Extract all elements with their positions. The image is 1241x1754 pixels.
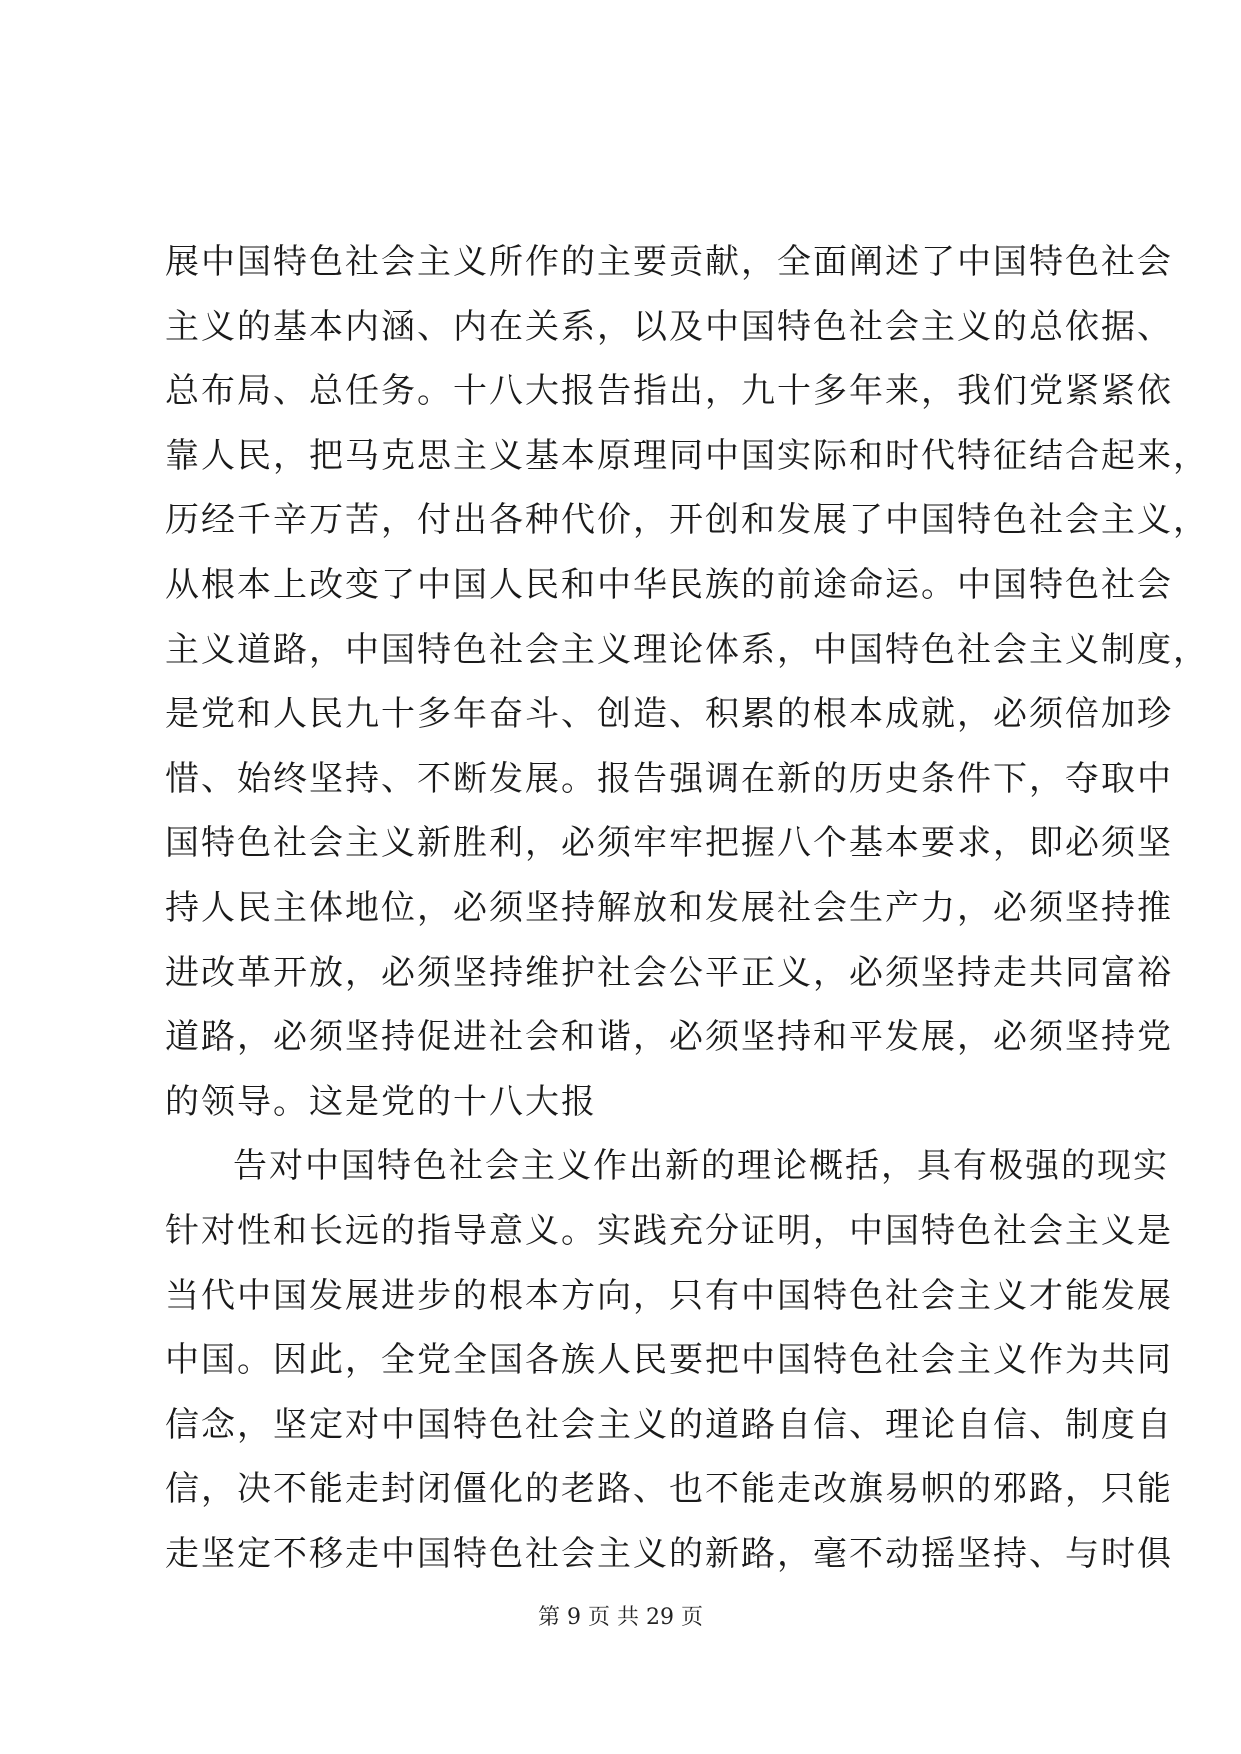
text-line: 国特色社会主义新胜利，必须牢牢把握八个基本要求，即必须坚 [165, 823, 1173, 864]
text-line: 道路，必须坚持促进社会和谐，必须坚持和平发展，必须坚持党 [165, 1017, 1173, 1058]
text-line: 走坚定不移走中国特色社会主义的新路，毫不动摇坚持、与时俱 [165, 1533, 1173, 1574]
text-line: 持人民主体地位，必须坚持解放和发展社会生产力，必须坚持推 [165, 887, 1173, 928]
text-line: 从根本上改变了中国人民和中华民族的前途命运。中国特色社会 [165, 564, 1173, 605]
text-line: 信，决不能走封闭僵化的老路、也不能走改旗易帜的邪路，只能 [165, 1469, 1173, 1510]
text-line: 的领导。这是党的十八大报 [165, 1081, 597, 1122]
text-line: 展中国特色社会主义所作的主要贡献，全面阐述了中国特色社会 [165, 242, 1173, 282]
text-line: 信念，坚定对中国特色社会主义的道路自信、理论自信、制度自 [165, 1404, 1173, 1445]
body-text [165, 230, 1209, 1586]
text-line: 是党和人民九十多年奋斗、创造、积累的根本成就，必须倍加珍 [165, 694, 1173, 735]
text-line: 历经千辛万苦，付出各种代价，开创和发展了中国特色社会主义， [165, 500, 1209, 541]
text-line: 针对性和长远的指导意义。实践充分证明，中国特色社会主义是 [165, 1210, 1173, 1251]
text-line: 总布局、总任务。十八大报告指出，九十多年来，我们党紧紧依 [165, 371, 1173, 412]
text-line: 中国。因此，全党全国各族人民要把中国特色社会主义作为共同 [165, 1340, 1173, 1381]
text-line: 惜、始终坚持、不断发展。报告强调在新的历史条件下，夺取中 [165, 758, 1173, 799]
text-line: 进改革开放，必须坚持维护社会公平正义，必须坚持走共同富裕 [165, 952, 1173, 993]
page-number-footer: 第 9 页 共 29 页 [538, 1605, 703, 1630]
text-line: 主义道路，中国特色社会主义理论体系，中国特色社会主义制度， [165, 629, 1209, 670]
text-line: 主义的基本内涵、内在关系，以及中国特色社会主义的总依据、 [165, 306, 1173, 347]
text-line: 靠人民，把马克思主义基本原理同中国实际和时代特征结合起来， [165, 435, 1209, 476]
paragraph-start-line: 告对中国特色社会主义作出新的理论概括，具有极强的现实 [233, 1146, 1169, 1187]
text-line: 当代中国发展进步的根本方向，只有中国特色社会主义才能发展 [165, 1275, 1173, 1316]
